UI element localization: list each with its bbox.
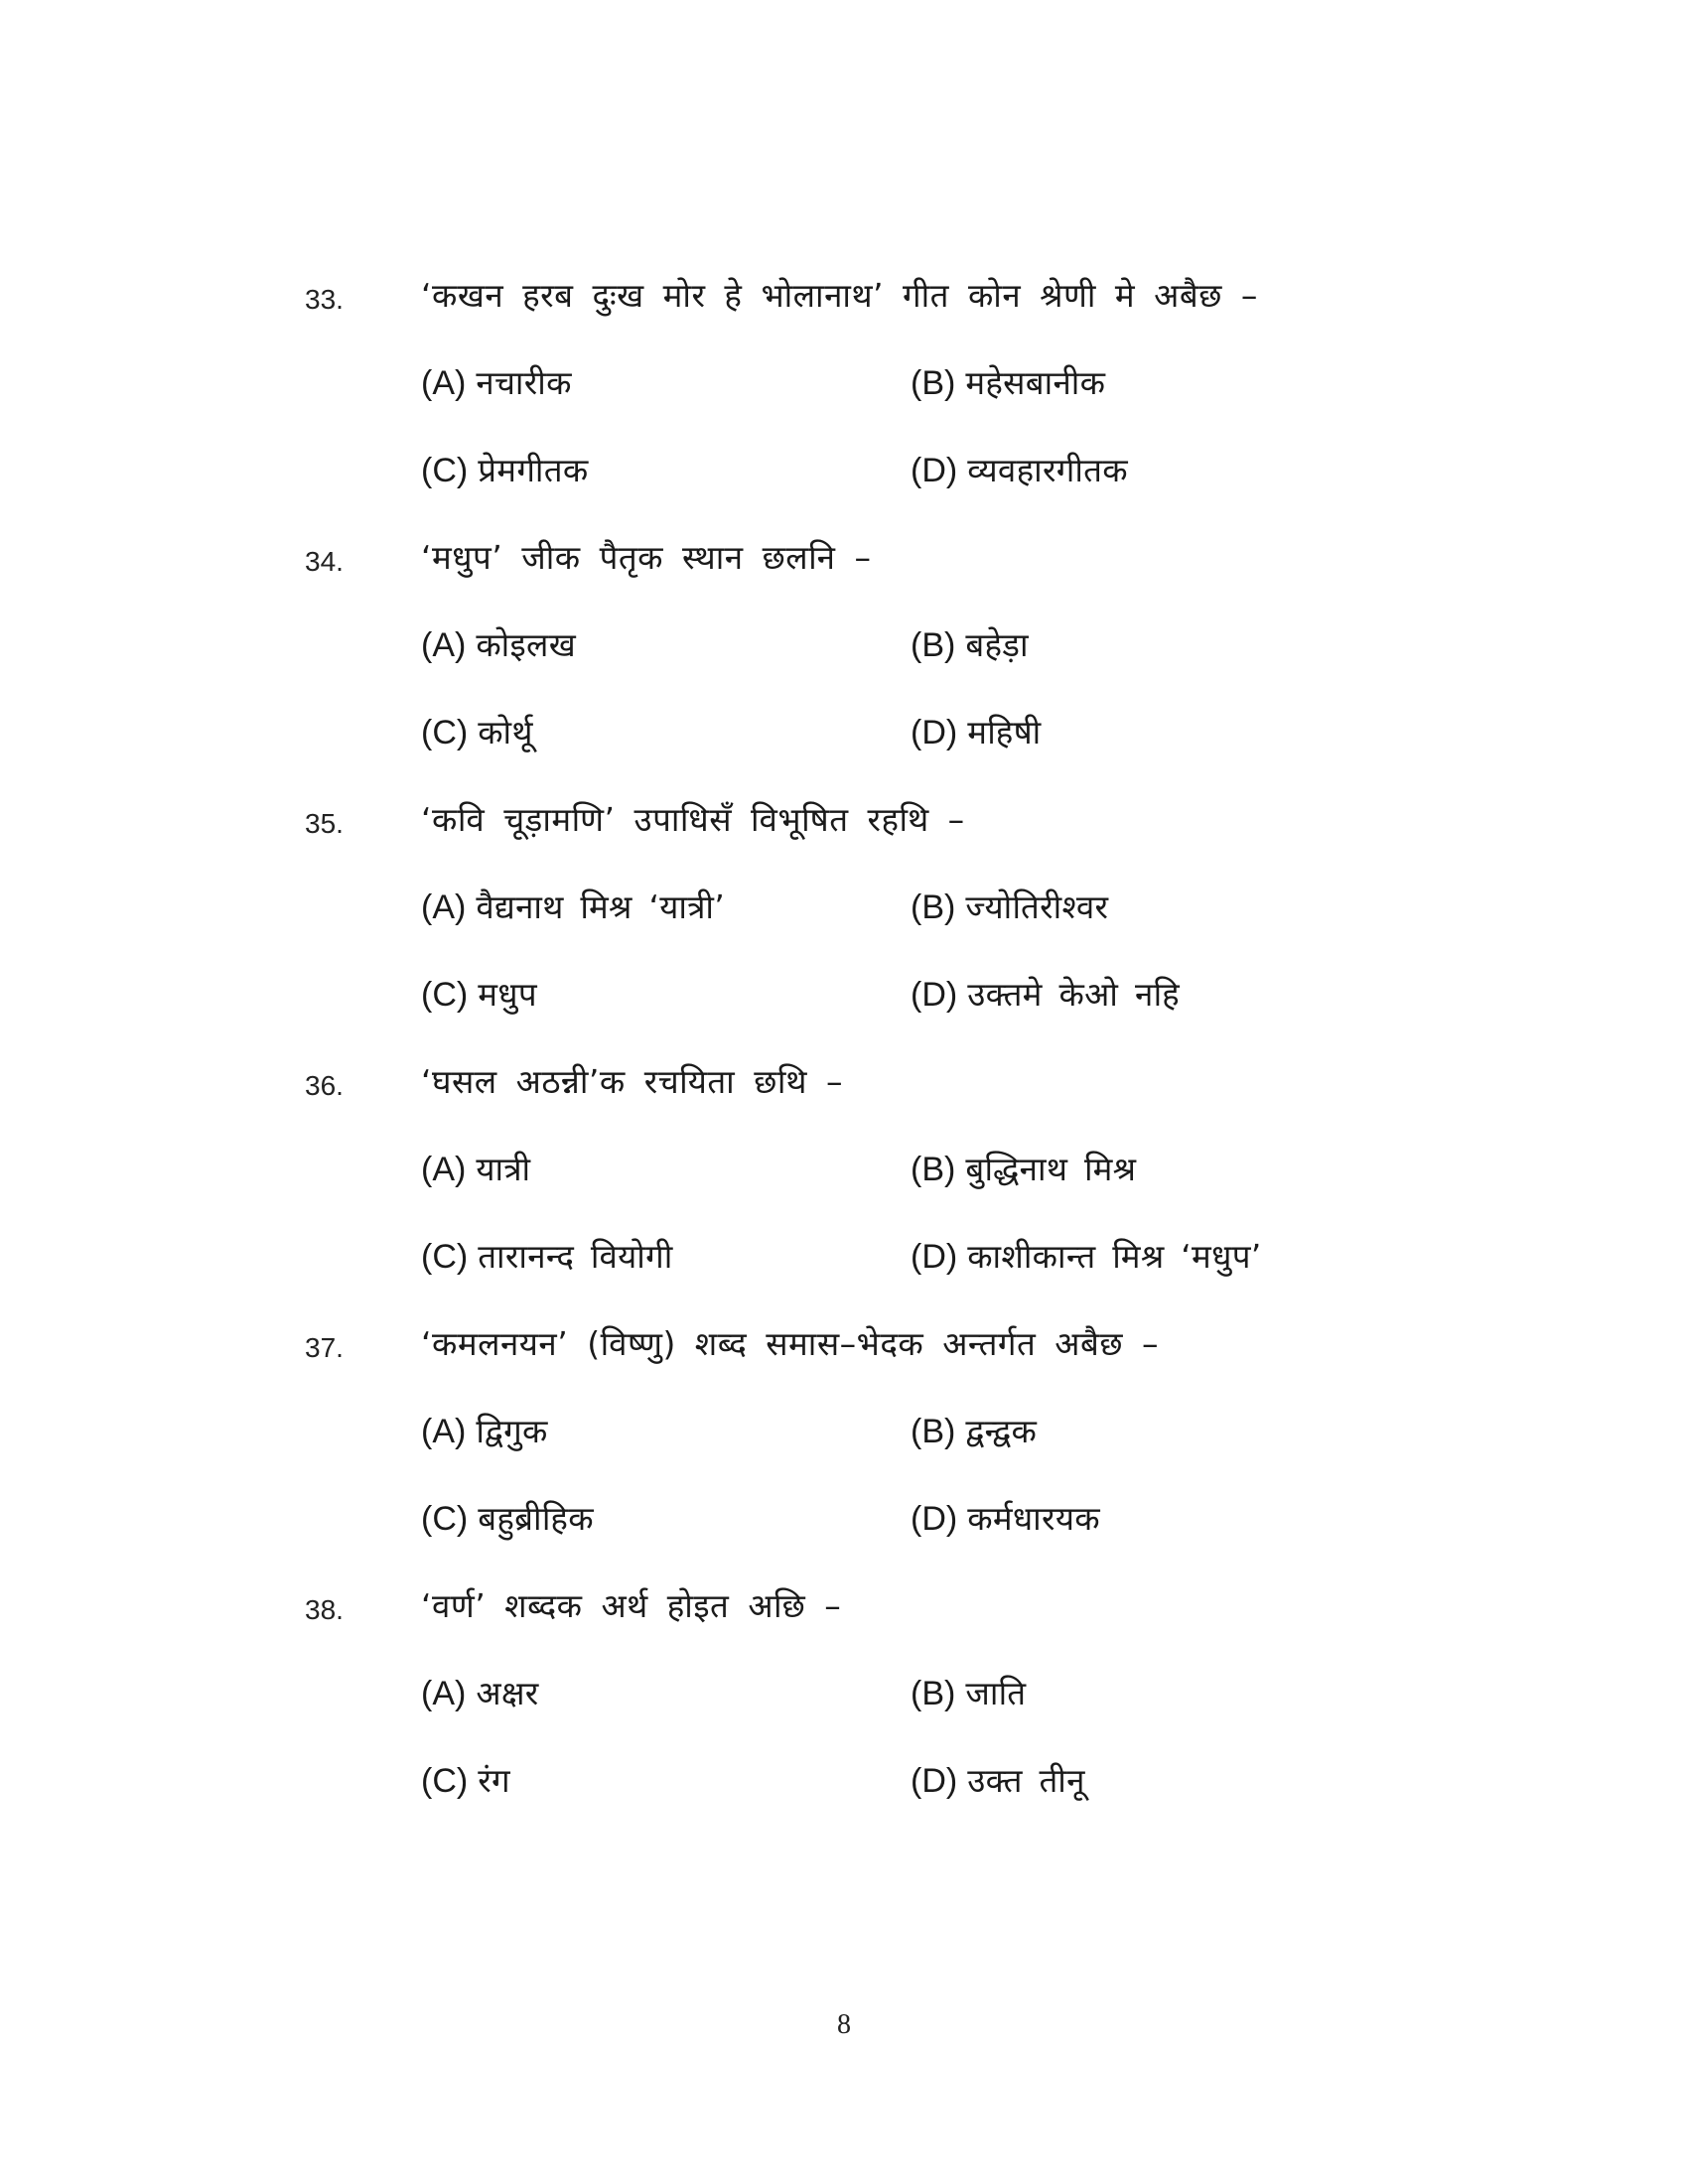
option-text: ज्योतिरीश्वर: [965, 887, 1109, 926]
option-text: नचारीक: [476, 363, 572, 402]
option-b: [911, 1146, 1136, 1195]
option-letter: (A): [421, 626, 467, 664]
question-number: 36.: [305, 1070, 344, 1101]
option-letter: (C): [421, 714, 469, 751]
option-text: मधुप: [478, 975, 537, 1014]
question-text: ‘कमलनयन’ (विष्णु) शब्द समास–भेदक अन्तर्गत अबैछ –: [421, 1324, 1159, 1363]
question-number: 37.: [305, 1332, 344, 1363]
option-a: [421, 1670, 539, 1719]
option-letter: (D): [911, 976, 958, 1014]
option-a: [421, 1146, 530, 1195]
option-text: बहेड़ा: [965, 625, 1029, 664]
option-b: [911, 359, 1105, 409]
option-text: जाति: [965, 1674, 1027, 1712]
question-text: ‘कवि चूड़ामणि’ उपाधिसँ विभूषित रहथि –: [421, 800, 965, 839]
option-text: अक्षर: [476, 1674, 539, 1712]
option-letter: (C): [421, 452, 469, 489]
question-number: 38.: [305, 1594, 344, 1625]
option-b: [911, 621, 1029, 671]
option-d: [911, 709, 1042, 758]
option-b: [911, 884, 1108, 933]
question-row: [0, 1582, 1688, 1632]
option-letter: (D): [911, 1500, 958, 1538]
option-text: प्रेमगीतक: [478, 451, 589, 489]
option-text: द्विगुक: [476, 1412, 548, 1450]
option-letter: (C): [421, 1762, 469, 1800]
option-d: [911, 971, 1180, 1021]
option-text: कर्मधारयक: [967, 1499, 1100, 1538]
option-letter: (A): [421, 1413, 467, 1450]
option-b: [911, 1670, 1026, 1719]
option-letter: (B): [911, 1413, 956, 1450]
option-letter: (D): [911, 452, 958, 489]
option-text: द्वन्द्वक: [965, 1412, 1038, 1450]
option-c: [421, 1495, 594, 1545]
question-row: [0, 1058, 1688, 1108]
option-text: रंग: [478, 1761, 510, 1800]
page-number: 8: [837, 2009, 851, 2040]
question-text: ‘वर्ण’ शब्दक अर्थ होइत अछि –: [421, 1586, 842, 1625]
option-c: [421, 1233, 673, 1283]
question-row: [0, 1320, 1688, 1370]
option-text: बुद्धिनाथ मिश्र: [965, 1150, 1137, 1188]
option-c: [421, 971, 537, 1021]
question-row: [0, 534, 1688, 584]
option-a: [421, 621, 576, 671]
option-c: [421, 447, 589, 496]
option-text: वैद्यनाथ मिश्र ‘यात्री’: [476, 887, 726, 926]
option-letter: (D): [911, 1238, 958, 1276]
option-text: बहुब्रीहिक: [478, 1499, 594, 1538]
option-letter: (D): [911, 714, 958, 751]
option-d: [911, 1495, 1100, 1545]
question-number: 34.: [305, 546, 344, 577]
option-d: [911, 1757, 1085, 1807]
option-d: [911, 1233, 1262, 1283]
question-number: 33.: [305, 284, 344, 315]
option-letter: (C): [421, 1238, 469, 1276]
option-d: [911, 447, 1128, 496]
option-a: [421, 359, 572, 409]
option-text: व्यवहारगीतक: [967, 451, 1128, 489]
option-letter: (B): [911, 626, 956, 664]
option-letter: (A): [421, 364, 467, 402]
question-number: 35.: [305, 808, 344, 839]
option-letter: (C): [421, 976, 469, 1014]
option-letter: (D): [911, 1762, 958, 1800]
option-text: उक्तमे केओ नहि: [967, 975, 1180, 1014]
option-b: [911, 1408, 1037, 1457]
option-letter: (B): [911, 364, 956, 402]
question-row: [0, 796, 1688, 846]
option-c: [421, 709, 533, 758]
option-text: महेसबानीक: [965, 363, 1106, 402]
option-c: [421, 1757, 510, 1807]
option-text: महिषी: [967, 713, 1042, 751]
option-text: कोइलख: [476, 625, 576, 664]
question-text: ‘मधुप’ जीक पैतृक स्थान छलनि –: [421, 538, 872, 577]
option-letter: (B): [911, 888, 956, 926]
option-text: उक्त तीनू: [967, 1761, 1085, 1800]
option-letter: (B): [911, 1151, 956, 1188]
option-letter: (A): [421, 1151, 467, 1188]
option-letter: (A): [421, 888, 467, 926]
option-text: यात्री: [476, 1150, 531, 1188]
option-letter: (C): [421, 1500, 469, 1538]
question-text: ‘कखन हरब दुःख मोर हे भोलानाथ’ गीत कोन श्रेणी मे अबैछ –: [421, 276, 1258, 315]
option-a: [421, 1408, 548, 1457]
option-text: काशीकान्त मिश्र ‘मधुप’: [967, 1237, 1262, 1276]
question-row: [0, 272, 1688, 322]
question-text: ‘घसल अठन्नी’क रचयिता छथि –: [421, 1062, 843, 1101]
option-letter: (A): [421, 1675, 467, 1712]
option-text: कोर्थू: [478, 713, 533, 751]
option-text: तारानन्द वियोगी: [478, 1237, 673, 1276]
option-a: [421, 884, 725, 933]
option-letter: (B): [911, 1675, 956, 1712]
